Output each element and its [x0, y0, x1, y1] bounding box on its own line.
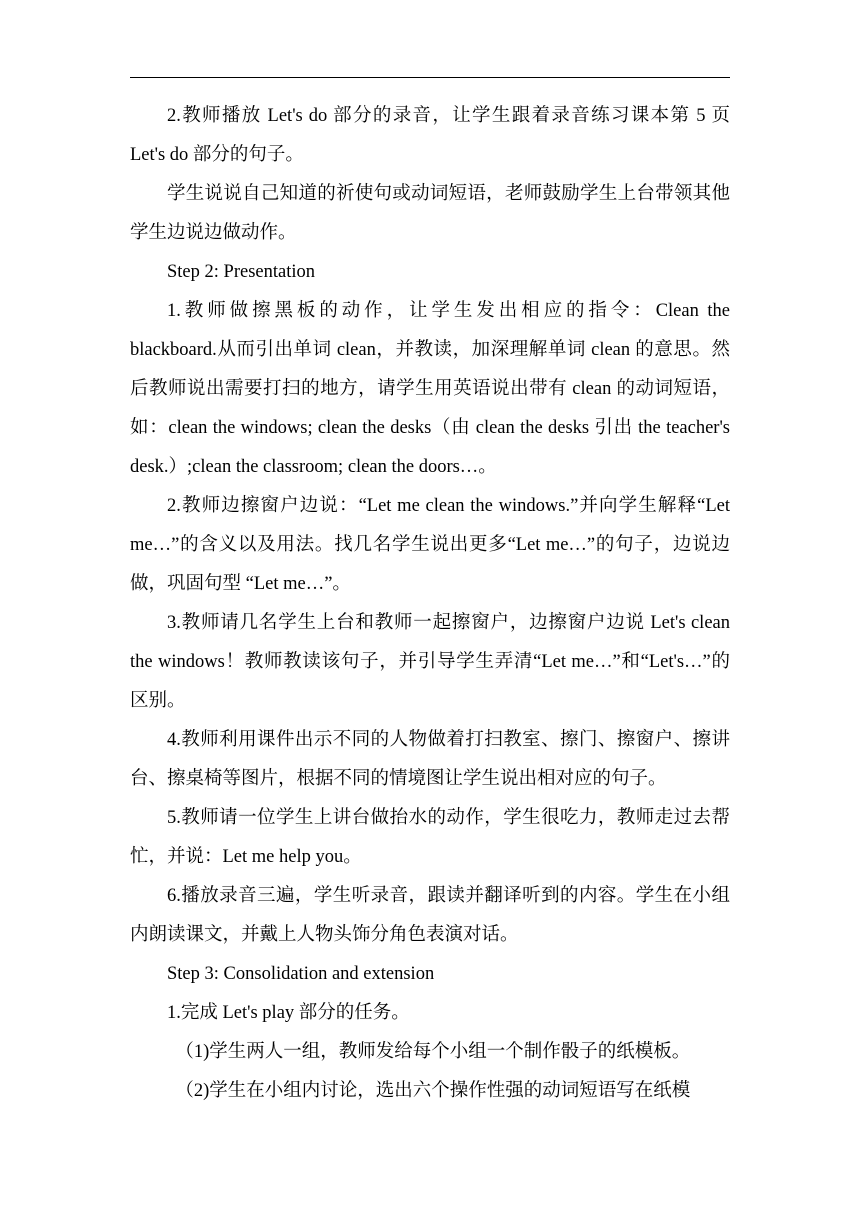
paragraph-lets-play-task: 1.完成 Let's play 部分的任务。	[167, 1003, 410, 1023]
paragraph-play-recording: 6.播放录音三遍，学生听录音，跟读并翻译听到的内容。学生在小组内朗读课文，并戴上人物头饰分角色表演对话。	[130, 886, 730, 945]
paragraph-courseware-pictures: 4.教师利用课件出示不同的人物做着打扫教室、擦门、擦窗户、擦讲台、擦桌椅等图片，根据不同的情境图让学生说出相对应的句子。	[130, 730, 730, 789]
paragraph-let-me-clean-windows: 2.教师边擦窗户边说：“Let me clean the windows.”并向学生解释“Let me…”的含义以及用法。找几名学生说出更多“Let me…”的句子，边说边做，巩固句型 “Let me…”。	[130, 496, 730, 594]
document-body	[130, 97, 730, 1111]
header-rule	[130, 77, 730, 78]
paragraph-lets-clean-windows: 3.教师请几名学生上台和教师一起擦窗户，边擦窗户边说 Let's clean the windows！教师教读该句子，并引导学生弄清“Let me…”和“Let's…”的区别。	[130, 613, 730, 711]
paragraph-sub-item-2: （2)学生在小组内讨论，选出六个操作性强的动词短语写在纸模	[175, 1081, 691, 1101]
step-3-heading: Step 3: Consolidation and extension	[167, 964, 435, 984]
paragraph-sub-item-1: （1)学生两人一组，教师发给每个小组一个制作骰子的纸模板。	[175, 1042, 691, 1062]
paragraph-clean-blackboard: 1.教师做擦黑板的动作，让学生发出相应的指令：Clean the blackboard.从而引出单词 clean，并教读，加深理解单词 clean 的意思。然后教师说出需要打扫的地方，请学生用英语说出带有 clean 的动词短语，如：clean the windows; clean the desks（由 clean the desks 引出 the teacher's desk.）;clean the classroom; clean the doors…。	[130, 301, 730, 477]
paragraph-students-imperatives: 学生说说自己知道的祈使句或动词短语，老师鼓励学生上台带领其他学生边说边做动作。	[130, 184, 730, 243]
paragraph-listen-lets-do: 2.教师播放 Let's do 部分的录音，让学生跟着录音练习课本第 5 页 Let's do 部分的句子。	[130, 106, 730, 165]
step-2-heading: Step 2: Presentation	[167, 262, 315, 282]
paragraph-let-me-help-you: 5.教师请一位学生上讲台做抬水的动作，学生很吃力，教师走过去帮忙，并说：Let me help you。	[130, 808, 730, 867]
